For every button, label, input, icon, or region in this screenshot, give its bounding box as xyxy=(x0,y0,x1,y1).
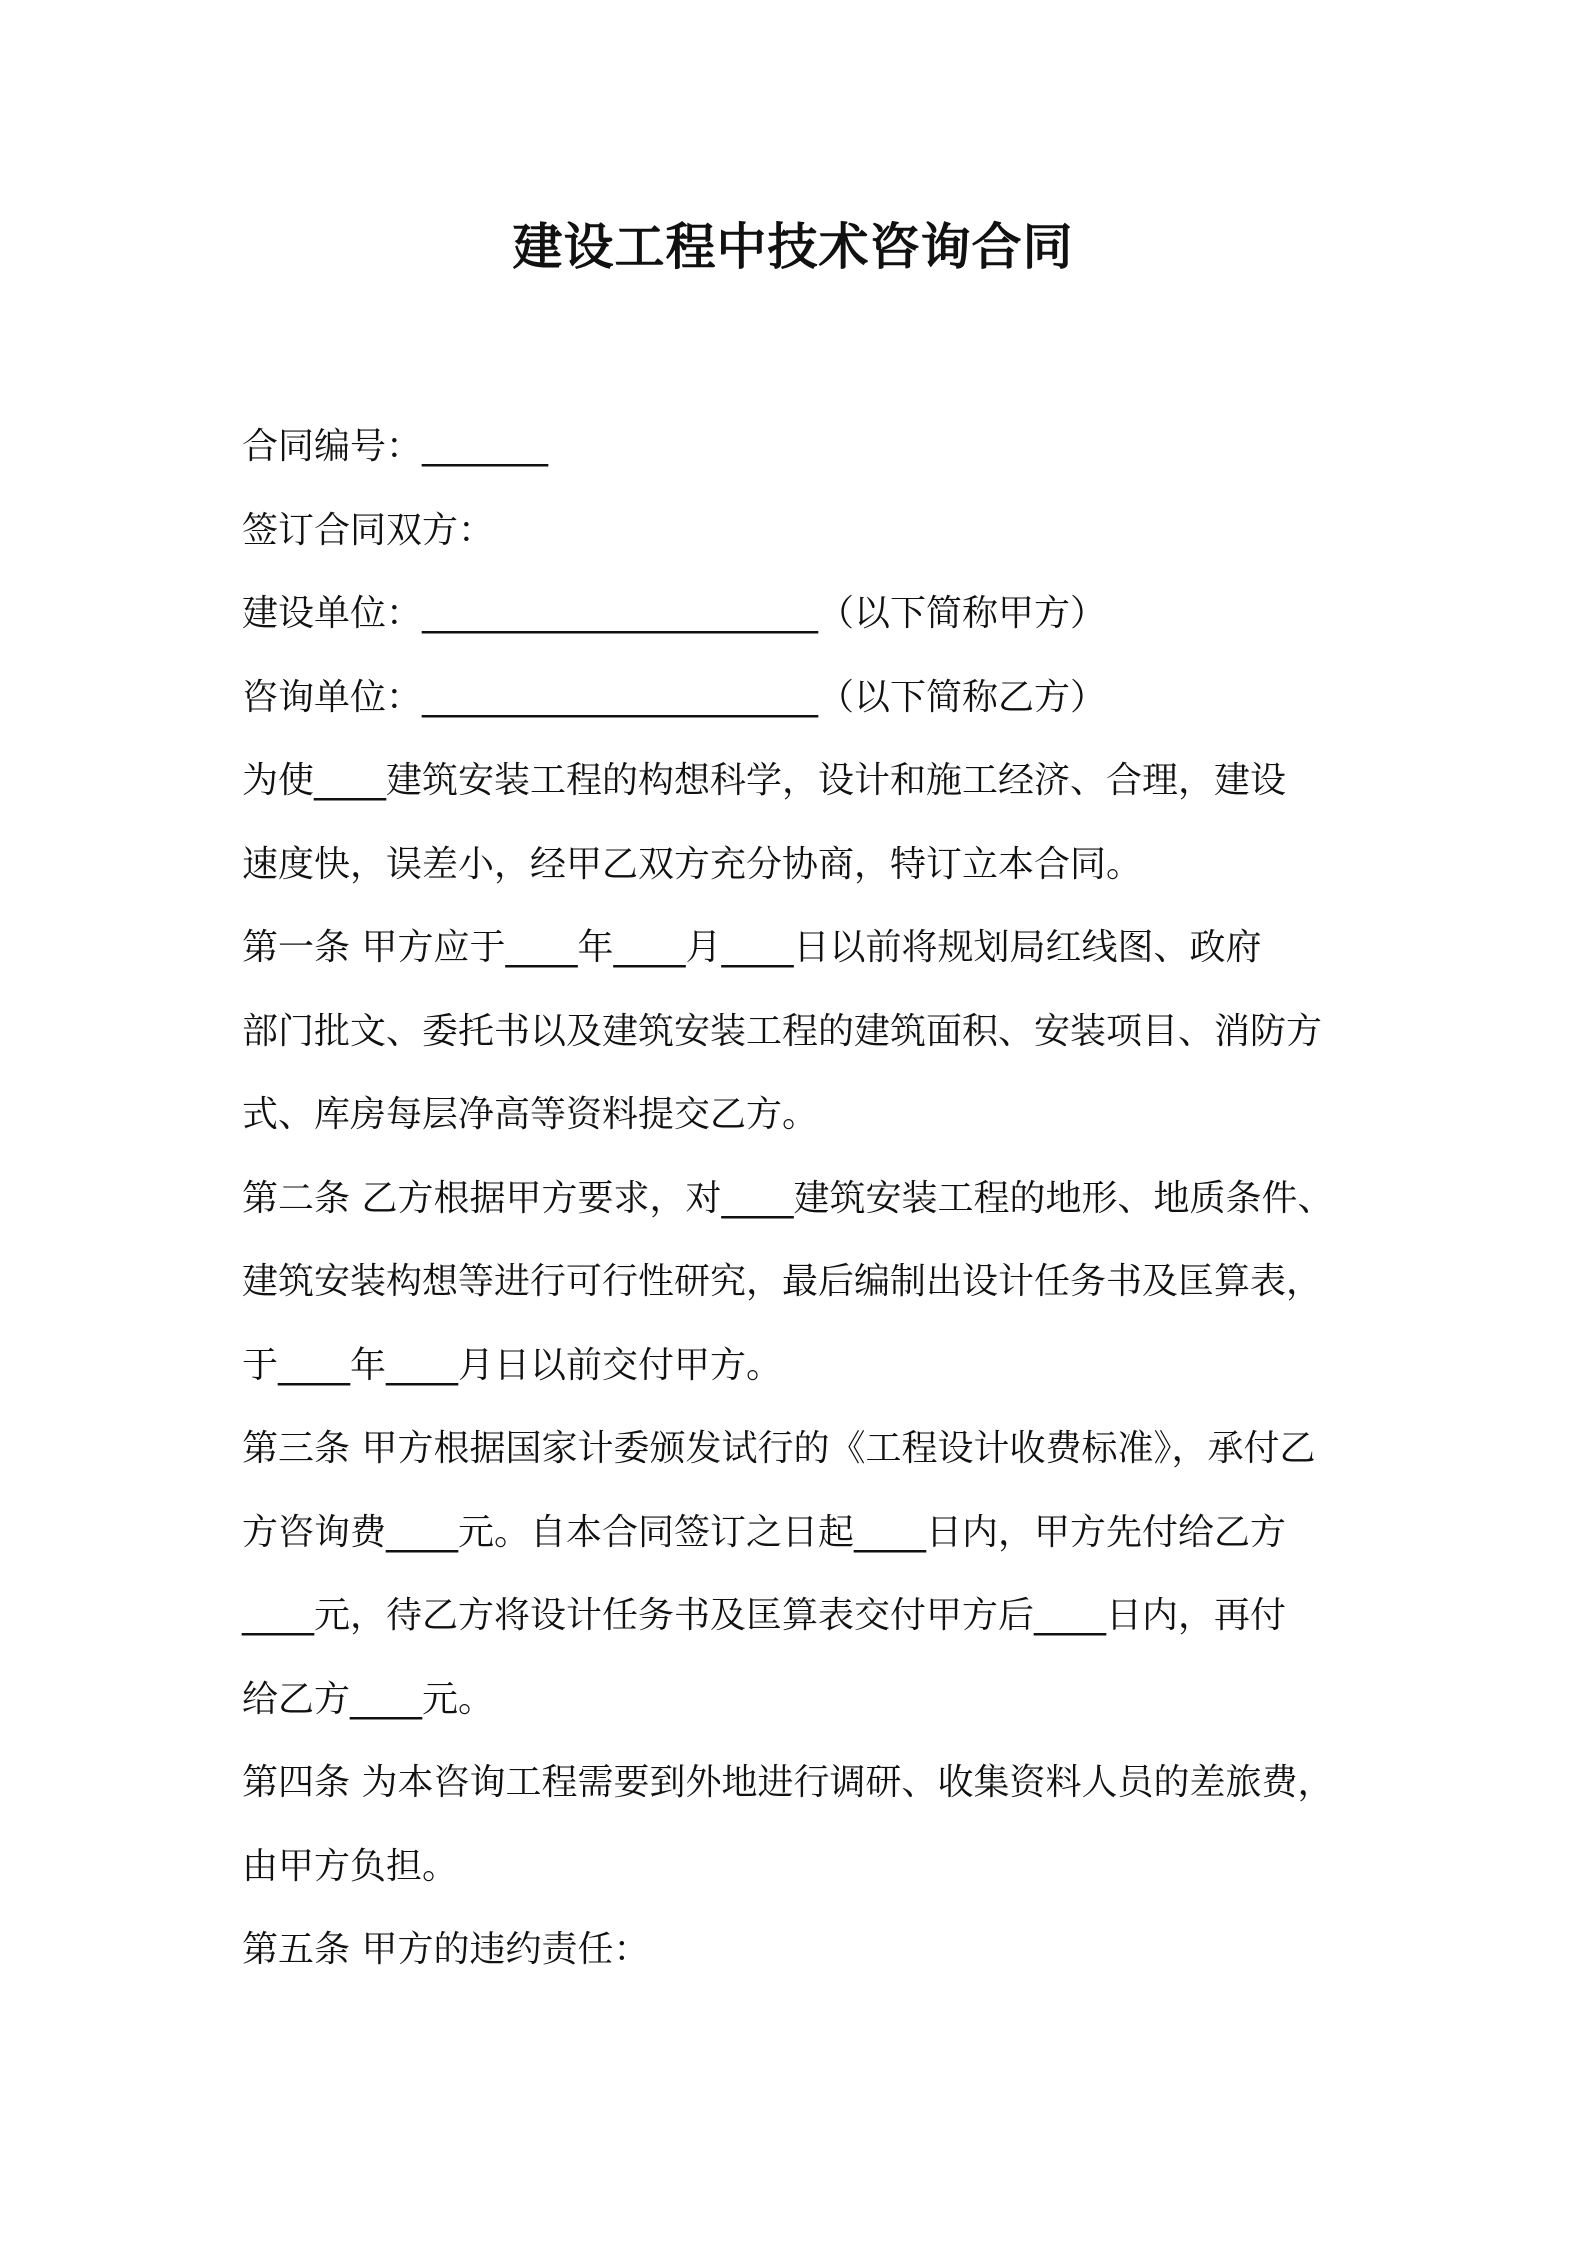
contract-number-line: 合同编号：_______ xyxy=(242,426,549,467)
article-2-line-3: 于____年____月日以前交付甲方。 xyxy=(242,1344,783,1386)
article-1-line-3: 式、库房每层净高等资料提交乙方。 xyxy=(242,1094,819,1135)
article-2-line-1: 第二条 乙方根据甲方要求，对____建筑安装工程的地形、地质条件、 xyxy=(242,1177,1334,1219)
preamble-line-1: 为使____建筑安装工程的构想科学，设计和施工经济、合理，建设 xyxy=(242,760,1287,801)
contract-body xyxy=(242,405,1362,1992)
party-a-line: 建设单位：______________________（以下简称甲方） xyxy=(242,593,1107,634)
article-3-line-2: 方咨询费____元。自本合同签订之日起____日内，甲方先付给乙方 xyxy=(242,1511,1287,1553)
article-2-line-2: 建筑安装构想等进行可行性研究，最后编制出设计任务书及匡算表， xyxy=(242,1261,1323,1302)
article-5-line-1: 第五条 甲方的违约责任： xyxy=(242,1929,650,1970)
article-4-line-2: 由甲方负担。 xyxy=(242,1845,459,1887)
party-b-line: 咨询单位：______________________（以下简称乙方） xyxy=(242,676,1107,718)
article-4-line-1: 第四条 为本咨询工程需要到外地进行调研、收集资料人员的差旅费， xyxy=(242,1762,1334,1803)
parties-heading-line: 签订合同双方： xyxy=(242,509,495,551)
document-title: 建设工程中技术咨询合同 xyxy=(512,218,1074,276)
article-3-line-3: ____元，待乙方将设计任务书及匡算表交付甲方后____日内，再付 xyxy=(242,1595,1287,1636)
preamble-line-2: 速度快，误差小，经甲乙双方充分协商，特订立本合同。 xyxy=(242,843,1143,885)
article-1-line-2: 部门批文、委托书以及建筑安装工程的建筑面积、安装项目、消防方 xyxy=(242,1010,1323,1052)
article-3-line-1: 第三条 甲方根据国家计委颁发试行的《工程设计收费标准》，承付乙 xyxy=(242,1428,1316,1469)
article-1-line-1: 第一条 甲方应于____年____月____日以前将规划局红线图、政府 xyxy=(242,927,1262,968)
article-3-line-4: 给乙方____元。 xyxy=(242,1678,495,1720)
